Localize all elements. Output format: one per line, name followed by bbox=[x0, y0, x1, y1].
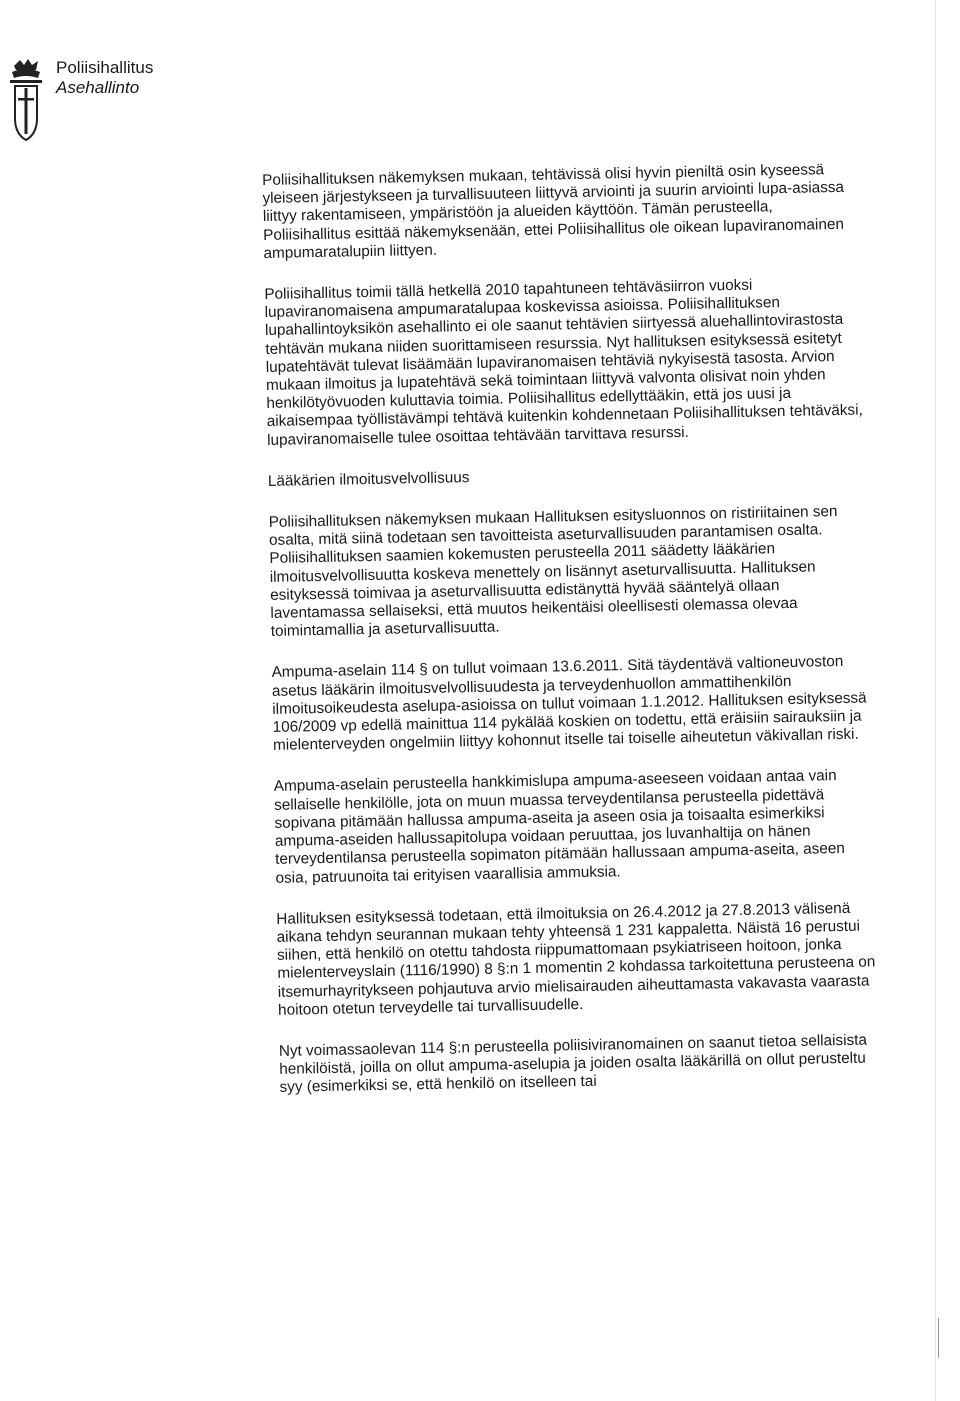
letter-body bbox=[262, 160, 880, 1120]
scan-margin-mark bbox=[938, 1318, 939, 1358]
organization-name: Poliisihallitus bbox=[56, 58, 154, 77]
paragraph-2: Poliisihallitus toimii tällä hetkellä 2010 tapahtuneen tehtäväsiirron vuoksi lupaviranomaisena ampumaratalupaa koskevissa asioissa. Poliisihallituksen lupahallintoyksikön asehallinto ei ole saanut tehtävien siirtyessä aluehallintovirastosta tehtävän mukana niiden suorittamiseen resurssia. Nyt hallituksen esityksessä esitetyt lupatehtävät tulevat lisäämään lupaviranomaisen tehtäviä nykyisestä tasosta. Arvion mukaan ilmoitus ja lupatehtävä sekä toimintaan liittyvä valvonta olisivat noin yhden henkilötyövuoden kuluttavia toimia. Poliisihallitus edellyttääkin, että jos uusi ja aikaisempaa työllistävämpi tehtävä kuitenkin kohdennetaan Poliisihallituksen tehtäväksi, lupaviranomaiselle tulee osoittaa tehtävään tarvittava resurssi. bbox=[264, 276, 863, 449]
paragraph-6: Hallituksen esityksessä todetaan, että ilmoituksia on 26.4.2012 ja 27.8.2013 välisenä aikana tehdyn seurannan mukaan tehty yhteensä 1 231 kappaletta. Näistä 16 perustui siihen, että henkilö on otettu tahdosta riippumattomaan psykiatriseen hoitoon, jonka mielenterveyslain (1116/1990) 8 §:n 1 momentin 2 kohdassa tarkoitettuna perusteena on itsemurhayritykseen pohjautuva arvio mielisairauden aiheuttamasta vakavasta vaarasta hoitoon otetun terveydelle tai turvallisuudelle. bbox=[276, 899, 876, 1019]
scan-margin-line bbox=[935, 0, 936, 1401]
police-crest-icon bbox=[6, 58, 46, 142]
paragraph-1: Poliisihallituksen näkemyksen mukaan, tehtävissä olisi hyvin pieniltä osin kyseessä yleiseen järjestykseen ja turvallisuuteen liittyvä arviointi ja suurin arviointi lupa-asiassa liittyy rakentamiseen, ympäristöön ja alueiden käyttöön. Tämän perusteella, Poliisihallitus esittää näkemyksenään, ettei Poliisihallitus ole oikean lupaviranomainen ampumaratalupiin liittyen. bbox=[262, 161, 845, 262]
paragraph-4: Ampuma-aselain 114 § on tullut voimaan 13.6.2011. Sitä täydentävä valtioneuvoston asetus lääkärin ilmoitusvelvollisuudesta ja terveydenhuollon ammattihenkilön ilmoitusoikeudesta aselupa-asioissa on tullut voimaan 1.1.2012. Hallituksen esityksessä 106/2009 vp edellä mainittua 114 pykälää koskien on todettu, että eräisiin sairauksiin ja mielenterveyden ongelmiin liittyy kohonnut itselle tai toiselle aiheutetun väkivallan riski. bbox=[271, 653, 867, 755]
section-heading: Lääkärien ilmoitusvelvollisuus bbox=[267, 468, 470, 490]
paragraph-5: Ampuma-aselain perusteella hankkimislupa ampuma-aseeseen voidaan antaa vain sellaiselle henkilölle, jota on muun muassa terveydentilansa perusteella pidettävä sopivana pitämään hallussa ampuma-aseita ja aseen osia ja toisaalta esimerkiksi ampuma-aseiden hallussapitolupa voidaan peruuttaa, jos luvanhaltija on hänen terveydentilansa perusteella sopimaton pitämään hallussaan ampuma-aseita, aseen osia, patruunoita tai erityisen vaarallisia ammuksia. bbox=[273, 767, 845, 887]
paragraph-3: Poliisihallituksen näkemyksen mukaan Hallituksen esitysluonnos on ristiriitainen sen osalta, mitä siinä todetaan sen tavoitteista aseturvallisuuden parantamisen osalta. Poliisihallituksen saamien kokemusten perusteella 2011 säädetty lääkärien ilmoitusvelvollisuutta koskeva menettely on lisännyt aseturvallisuutta. Hallituksen esityksessä toimivaa ja aseturvallisuutta edistänyttä hyvää sääntelyä ollaan laventamassa sellaiseksi, että muutos heikentäisi oleellisesti olemassa olevaa toimintamallia ja aseturvallisuutta. bbox=[268, 503, 838, 641]
organization-block bbox=[56, 58, 153, 98]
department-name: Asehallinto bbox=[56, 78, 140, 97]
letterhead bbox=[6, 58, 153, 142]
paragraph-7: Nyt voimassaolevan 114 §:n perusteella poliisiviranomainen on saanut tietoa sellaisista henkilöistä, joilla on ollut ampuma-aselupia ja joiden osalta lääkärillä on ollut perusteltu syy (esimerkiksi se, että henkilö on itselleen tai bbox=[278, 1031, 868, 1097]
